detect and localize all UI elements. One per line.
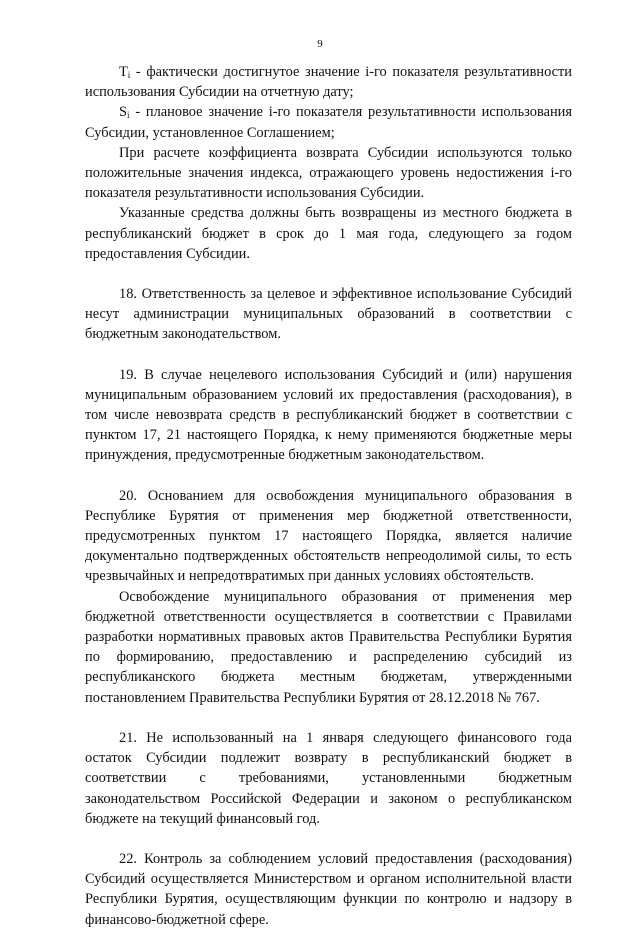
paragraph-return-deadline: Указанные средства должны быть возвращены из местного бюджета в республиканский бюджет в срок до 1 мая года, следующего за годом предоставления Субсидии. xyxy=(85,205,572,262)
definition-t-i xyxy=(85,62,572,102)
page-number: 9 xyxy=(317,38,323,50)
definition-s-i xyxy=(85,102,572,142)
clause-19: 19. В случае нецелевого использования Субсидий и (или) нарушения муниципальным образованием условий их предоставления (расходования), в том числе невозврата средств в республиканский бюджет в соответствии с пунктом 17, 21 настоящего Порядка, к нему применяются бюджетные меры принуждения, предусмотренные бюджетным законодательством. xyxy=(85,366,572,464)
definition-text: - плановое значение i-го показателя результативности использования Субсидии, установленное Соглашением; xyxy=(85,104,572,141)
paragraph-coefficient-note: При расчете коэффициента возврата Субсидии используются только положительные значения индекса, отражающего уровень недостижения i-го показателя результативности использования Субсидии. xyxy=(85,144,572,202)
document-body xyxy=(85,62,572,930)
clause-20: 20. Основанием для освобождения муниципального образования в Республике Бурятия от применения мер бюджетной ответственности, предусмотренных пунктом 17 настоящего Порядка, является наличие документально подтвержденных обстоятельств непреодолимой силы, то есть чрезвычайных и непредотвратимых при данных условиях обстоятельств. xyxy=(85,487,572,585)
subscript-i: i xyxy=(127,70,131,80)
clause-20-release: Освобождение муниципального образования от применения мер бюджетной ответственности осуществляется в соответствии с Правилами разработки нормативных правовых актов Правительства Республики Бурятия по формированию, предоставлению и распределению субсидий из республиканского бюджета местным бюджетам, утвержденными постановлением Правительства Республики Бурятия от 28.12.2018 № 767. xyxy=(85,588,572,706)
definition-text: - фактически достигнутое значение i-го показателя результативности использования Субсидии на отчетную дату; xyxy=(85,64,572,101)
clause-21: 21. Не использованный на 1 января следующего финансового года остаток Субсидии подлежит возврату в республиканский бюджет в соответствии с требованиями, установленными бюджетным законодательством Российской Федерации и законом о республиканском бюджете на текущий финансовый год. xyxy=(85,729,572,827)
symbol-s: S xyxy=(119,104,128,121)
subscript-i: i xyxy=(127,110,130,121)
symbol-t: T xyxy=(119,64,128,80)
clause-22: 22. Контроль за соблюдением условий предоставления (расходования) Субсидий осуществляется Министерством и органом исполнительной власти Республики Бурятия, осуществляющим функции по контролю и надзору в финансово-бюджетной сфере. xyxy=(85,850,572,928)
clause-18: 18. Ответственность за целевое и эффективное использование Субсидий несут администрации муниципальных образований в соответствии с бюджетным законодательством. xyxy=(85,286,572,343)
